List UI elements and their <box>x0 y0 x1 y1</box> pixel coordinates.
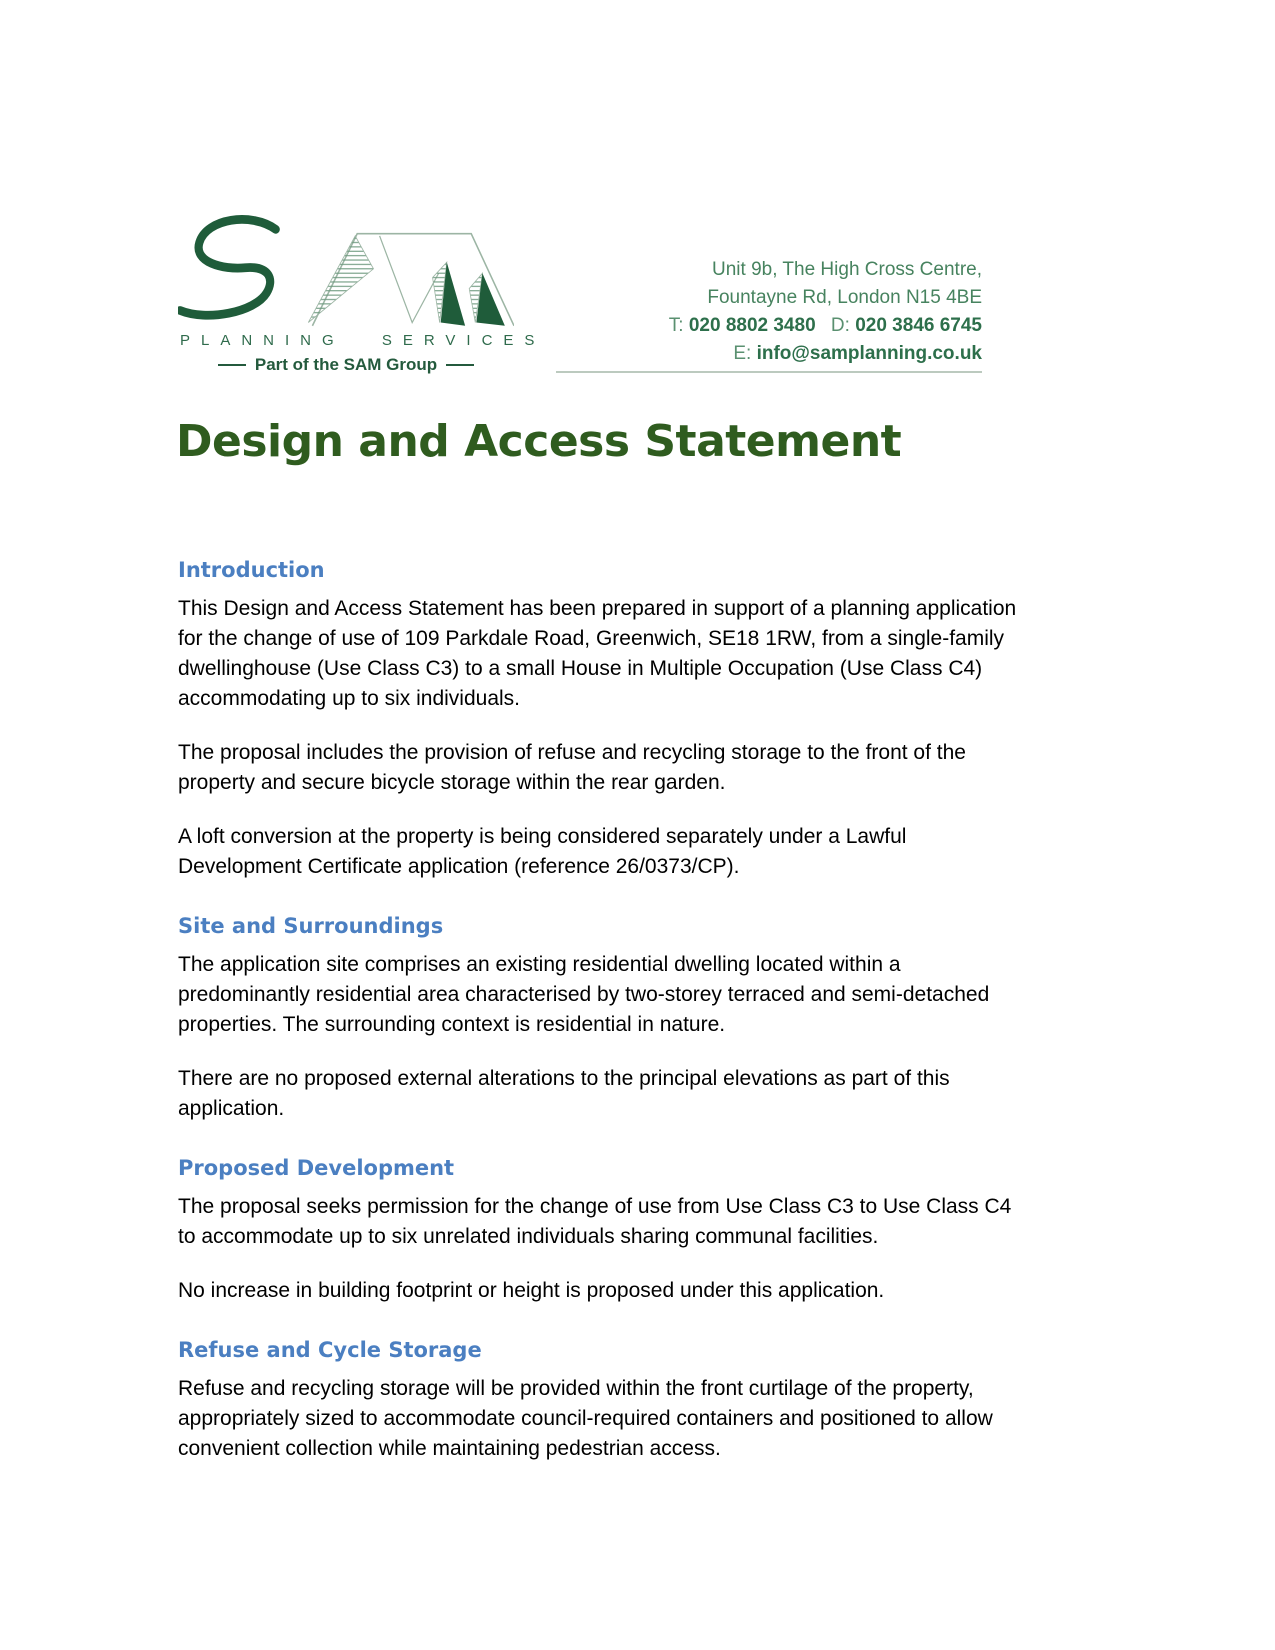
header-divider <box>556 371 982 373</box>
contact-phones <box>669 312 982 340</box>
paragraph: Refuse and recycling storage will be provided within the front curtilage of the property, appropriately sized to accommodate council-required containers and positioned to allow convenient collection while maintaining pedestrian access. <box>178 1377 993 1460</box>
section-site-and-surroundings <box>178 912 1034 1124</box>
contact-address-line2: Fountayne Rd, London N15 4BE <box>707 287 982 308</box>
section-heading: Refuse and Cycle Storage <box>178 1338 482 1362</box>
paragraph: No increase in building footprint or height is proposed under this application. <box>178 1279 885 1302</box>
paragraph: There are no proposed external alterations to the principal elevations as part of this application. <box>178 1067 950 1120</box>
direct-label: D: <box>830 315 850 336</box>
contact-email-line <box>669 340 982 368</box>
paragraph: This Design and Access Statement has been prepared in support of a planning application for the change of use of 109 Parkdale Road, Greenwich, SE18 1RW, from a single-family dwellinghouse (Use Class C3) to a small House in Multiple Occupation (Use Class C4) accommodating up to six individuals. <box>178 597 1017 710</box>
document-body <box>178 556 1034 1488</box>
logo-services-text: PLANNING SERVICES <box>180 332 546 349</box>
section-proposed-development <box>178 1154 1034 1306</box>
paragraph: The proposal includes the provision of refuse and recycling storage to the front of the property and secure bicycle storage within the rear garden. <box>178 741 966 794</box>
section-refuse-and-cycle-storage <box>178 1336 1034 1464</box>
dash-line-right-icon <box>446 364 474 366</box>
document-title: Design and Access Statement <box>176 416 902 467</box>
paragraph: The proposal seeks permission for the change of use from Use Class C3 to Use Class C4 to accommodate up to six unrelated individuals sharing communal facilities. <box>178 1195 1012 1248</box>
section-heading: Site and Surroundings <box>178 914 444 938</box>
logo-group-line <box>178 355 514 375</box>
logo-group-label: Part of the SAM Group <box>254 355 438 374</box>
tel-label: T: <box>668 315 684 336</box>
contact-block <box>669 256 982 368</box>
paragraph: The application site comprises an existing residential dwelling located within a predominantly residential area characterised by two-storey terraced and semi-detached properties. The surrounding context is residential in nature. <box>178 953 990 1036</box>
section-introduction <box>178 556 1034 882</box>
direct-number: 020 3846 6745 <box>855 315 982 336</box>
sam-logo-icon <box>178 214 514 328</box>
email-label: E: <box>733 343 752 364</box>
contact-address-line1: Unit 9b, The High Cross Centre, <box>712 259 982 280</box>
dash-line-left-icon <box>218 364 246 366</box>
section-heading: Introduction <box>178 558 325 582</box>
paragraph: A loft conversion at the property is being considered separately under a Lawful Development Certificate application (reference 26/0373/CP). <box>178 825 907 878</box>
tel-number: 020 8802 3480 <box>688 315 816 336</box>
email-address: info@samplanning.co.uk <box>756 343 982 364</box>
section-heading: Proposed Development <box>178 1156 455 1180</box>
